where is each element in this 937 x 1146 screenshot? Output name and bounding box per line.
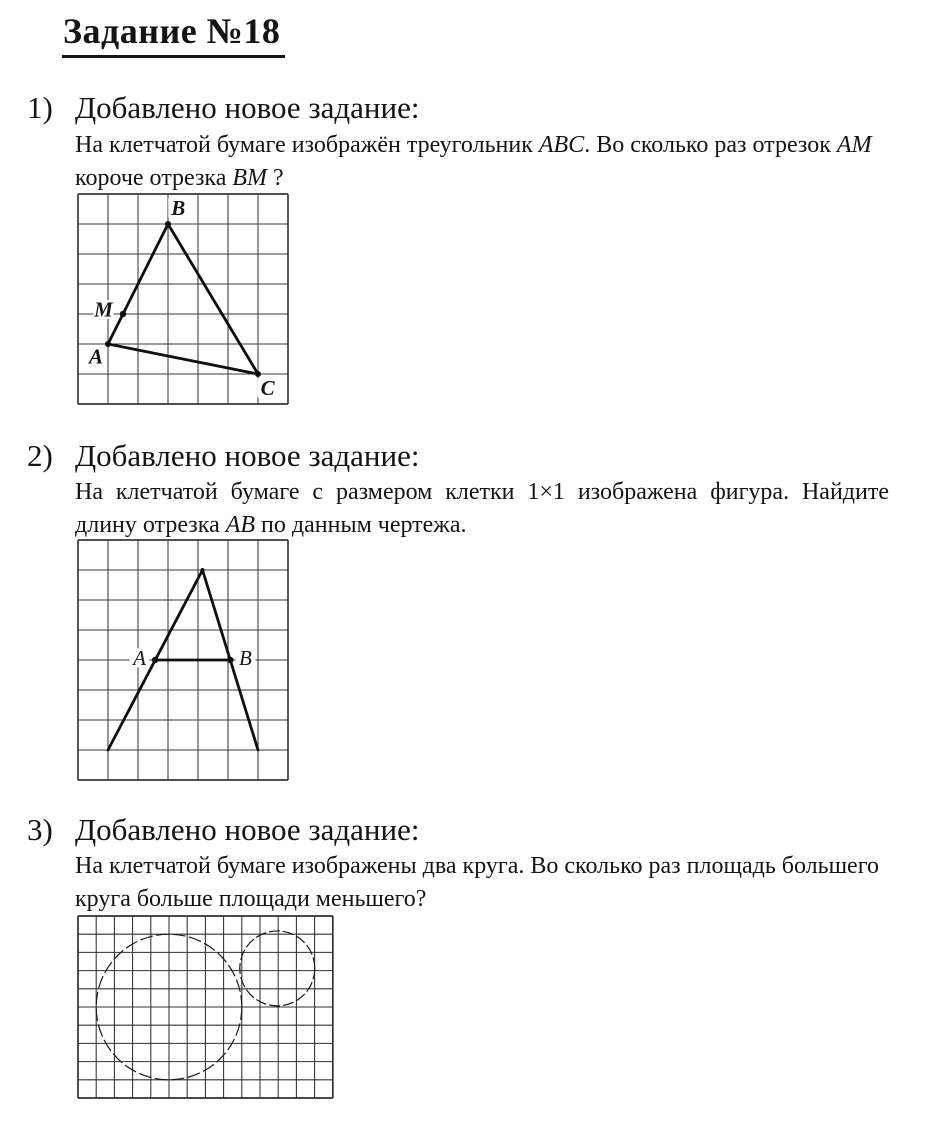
figure-two-circles-grid [76, 914, 335, 1100]
task-3-number: 3) [27, 812, 53, 847]
figure-point-label-B: B [238, 645, 252, 670]
figure-point-label-C: C [260, 375, 275, 400]
page-title: Задание №18 [62, 10, 285, 58]
body-line: короче отрезка BM ? [75, 165, 284, 191]
task-1-heading: Добавлено новое задание: [75, 90, 420, 125]
body-line: круга больше площади меньшего? [75, 886, 427, 912]
task-1-number: 1) [27, 90, 53, 125]
body-line: длину отрезка AB по данным чертежа. [75, 512, 467, 538]
task-2-body [75, 476, 889, 542]
figure-point-label-A: A [88, 344, 104, 369]
task-2-number: 2) [27, 438, 53, 473]
task-3-body [75, 850, 889, 916]
body-line: На клетчатой бумаге изображён треугольник ABC. Во сколько раз отрезок AM [75, 132, 872, 158]
task-1-body [75, 129, 889, 195]
body-line: На клетчатой бумаге с размером клетки 1×1 изображена фигура. Найдите [75, 479, 889, 505]
body-line: На клетчатой бумаге изображены два круга. Во сколько раз площадь большего [75, 853, 879, 879]
figure-point-label-B: B [171, 195, 186, 220]
figure-point-label-A: A [133, 645, 146, 670]
figure-point-label-M: M [94, 297, 113, 322]
task-2-heading: Добавлено новое задание: [75, 438, 420, 473]
figure-triangle-abc-grid [76, 192, 290, 406]
figure-letter-a-grid [76, 538, 290, 782]
task-3-heading: Добавлено новое задание: [75, 812, 420, 847]
